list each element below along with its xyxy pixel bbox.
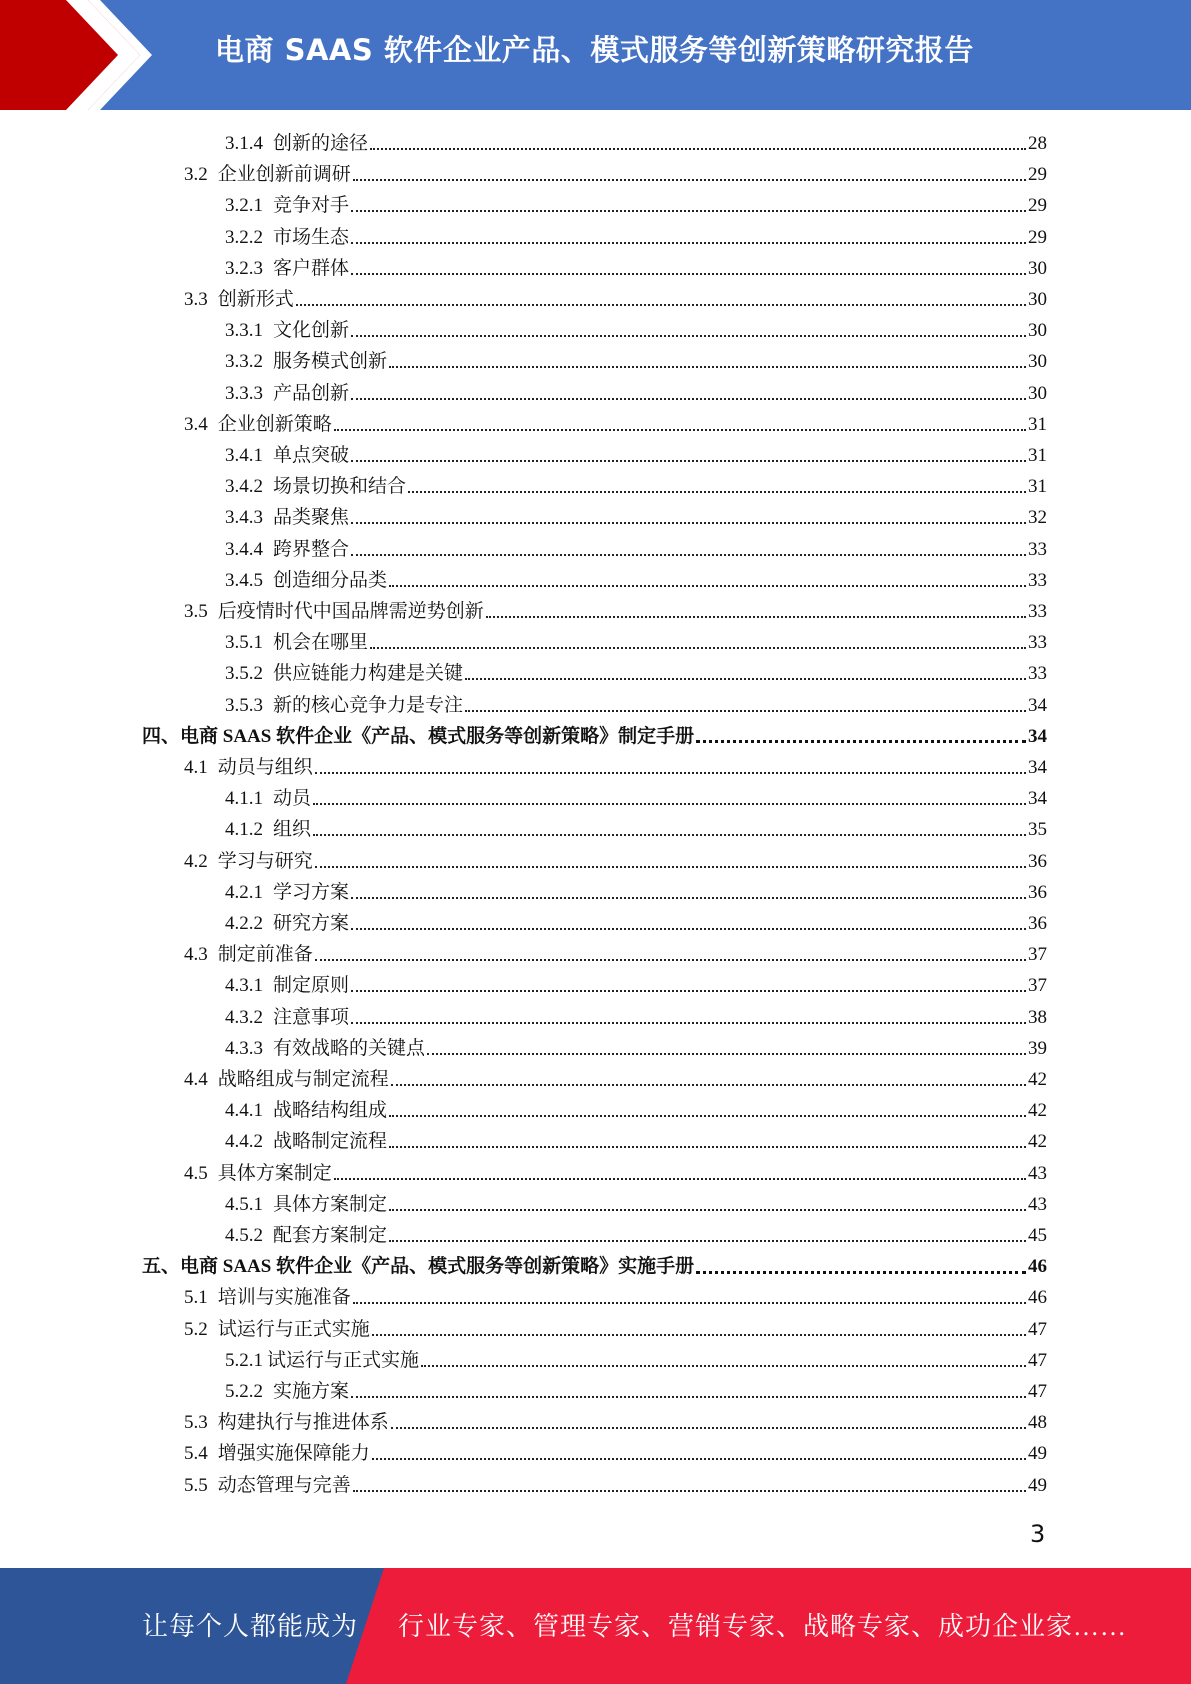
toc-entry-number: 4.3.3 xyxy=(225,1037,263,1059)
toc-dot-leader xyxy=(465,709,1026,712)
toc-entry-title: 试运行与正式实施 xyxy=(217,1318,370,1340)
toc-entry-number: 4.3.1 xyxy=(225,975,263,997)
toc-entry-page: 33 xyxy=(1028,663,1047,685)
toc-entry xyxy=(184,846,1047,877)
toc-entry-title: 企业创新策略 xyxy=(217,413,332,435)
toc-entry-title: 具体方案制定 xyxy=(273,1193,388,1215)
toc-entry-title: 服务模式创新 xyxy=(273,351,388,373)
toc-entry-title: 学习与研究 xyxy=(217,850,313,872)
toc-entry-title: 增强实施保障能力 xyxy=(217,1443,370,1465)
toc-entry-number: 5.2.1 xyxy=(225,1349,263,1371)
toc-entry-number: 3.5.3 xyxy=(225,694,263,716)
toc-entry-title: 动员 xyxy=(273,788,312,810)
toc-entry xyxy=(184,1438,1047,1469)
toc-entry-number: 3.2.2 xyxy=(225,226,263,248)
toc-entry-title: 动员与组织 xyxy=(217,757,313,778)
toc-entry-page: 34 xyxy=(1028,694,1047,716)
toc-entry xyxy=(225,1095,1047,1126)
toc-entry-number: 4.1.1 xyxy=(225,788,263,810)
toc-entry xyxy=(184,939,1047,970)
toc-entry-page: 47 xyxy=(1028,1381,1047,1402)
toc-entry xyxy=(225,128,1047,159)
toc-dot-leader xyxy=(353,1489,1026,1492)
toc-entry-page: 47 xyxy=(1028,1318,1047,1340)
toc-dot-leader xyxy=(351,521,1026,524)
toc-entry xyxy=(225,627,1047,658)
toc-entry xyxy=(225,908,1047,939)
toc-entry-page: 37 xyxy=(1028,944,1047,966)
toc-entry-page: 33 xyxy=(1028,632,1047,654)
toc-entry-title: 制定原则 xyxy=(273,975,350,997)
toc-entry xyxy=(225,814,1047,845)
toc-entry-number: 4.4 xyxy=(184,1069,208,1090)
toc-dot-leader xyxy=(351,209,1026,212)
toc-entry-number: 5.4 xyxy=(184,1443,208,1465)
toc-dot-leader xyxy=(313,802,1026,805)
toc-entry xyxy=(225,315,1047,346)
toc-entry xyxy=(225,190,1047,221)
page-footer xyxy=(0,1568,1191,1684)
toc-entry xyxy=(184,752,1047,783)
toc-entry xyxy=(225,690,1047,721)
toc-entry xyxy=(225,1376,1047,1407)
toc-dot-leader xyxy=(334,428,1026,431)
toc-entry-page: 48 xyxy=(1028,1412,1047,1434)
toc-entry-page: 31 xyxy=(1028,445,1047,466)
toc-entry-title: 配套方案制定 xyxy=(273,1225,388,1246)
toc-entry-number: 5.3 xyxy=(184,1412,208,1434)
toc-entry-page: 29 xyxy=(1028,164,1047,186)
toc-entry-number: 4.1.2 xyxy=(225,819,263,841)
toc-dot-leader xyxy=(370,646,1026,649)
toc-entry xyxy=(184,1314,1047,1345)
toc-entry-page: 36 xyxy=(1028,913,1047,934)
toc-entry-title: 战略制定流程 xyxy=(273,1131,388,1153)
toc-entry-title: 制定前准备 xyxy=(217,944,313,966)
toc-entry xyxy=(184,409,1047,440)
toc-entry-title: 单点突破 xyxy=(273,445,350,466)
footer-slogan-right: 行业专家、管理专家、营销专家、战略专家、成功企业家…… xyxy=(398,1612,1128,1641)
toc-entry xyxy=(225,534,1047,565)
toc-entry-page: 36 xyxy=(1028,850,1047,872)
toc-dot-leader xyxy=(313,833,1026,836)
toc-entry xyxy=(225,1002,1047,1033)
toc-entry-title: 创造细分品类 xyxy=(273,569,388,591)
toc-entry-title: 试运行与正式实施 xyxy=(267,1349,420,1371)
toc-entry xyxy=(225,1189,1047,1220)
toc-dot-leader xyxy=(351,927,1026,930)
toc-entry-title: 企业创新前调研 xyxy=(217,164,351,186)
toc-entry-page: 34 xyxy=(1028,725,1047,747)
toc-entry-title: 具体方案制定 xyxy=(217,1162,332,1184)
toc-entry-page: 30 xyxy=(1028,289,1047,310)
toc-dot-leader xyxy=(389,584,1026,587)
page-number: 3 xyxy=(1030,1520,1046,1548)
toc-entry-number: 3.3.3 xyxy=(225,382,263,404)
toc-entry-title: 品类聚焦 xyxy=(273,507,350,529)
toc-dot-leader xyxy=(391,1083,1026,1086)
toc-dot-leader xyxy=(370,147,1026,150)
toc-entry xyxy=(142,1251,1047,1282)
toc-entry-page: 30 xyxy=(1028,257,1047,279)
toc-entry xyxy=(225,1345,1047,1376)
toc-dot-leader xyxy=(351,1021,1026,1024)
toc-dot-leader xyxy=(351,553,1026,556)
toc-dot-leader xyxy=(372,1333,1026,1336)
toc-entry-page: 49 xyxy=(1028,1474,1047,1496)
toc-dot-leader xyxy=(389,1239,1026,1242)
toc-entry-number: 4.1 xyxy=(184,757,208,778)
toc-entry-page: 38 xyxy=(1028,1006,1047,1028)
toc-entry-title: 学习方案 xyxy=(273,881,350,903)
toc-entry-page: 30 xyxy=(1028,320,1047,342)
toc-entry xyxy=(225,253,1047,284)
toc-entry-page: 32 xyxy=(1028,507,1047,529)
toc-entry xyxy=(184,1064,1047,1095)
toc-entry-number: 3.1.4 xyxy=(225,133,263,154)
toc-entry-page: 33 xyxy=(1028,601,1047,622)
toc-entry xyxy=(225,877,1047,908)
toc-dot-leader xyxy=(296,303,1026,306)
toc-entry-title: 客户群体 xyxy=(273,257,350,279)
toc-dot-leader xyxy=(391,1426,1026,1429)
toc-entry-page: 35 xyxy=(1028,819,1047,841)
toc-entry-title: 实施方案 xyxy=(273,1381,350,1402)
toc-entry-page: 42 xyxy=(1028,1100,1047,1122)
toc-entry-number: 3.4 xyxy=(184,413,208,435)
toc-entry-page: 28 xyxy=(1028,133,1047,154)
toc-entry xyxy=(225,502,1047,533)
toc-dot-leader xyxy=(351,459,1026,462)
toc-entry-number: 4.2.2 xyxy=(225,913,263,934)
toc-entry-page: 39 xyxy=(1028,1037,1047,1059)
toc-entry-title: 创新形式 xyxy=(217,289,294,310)
toc-entry-title: 后疫情时代中国品牌需逆势创新 xyxy=(217,601,484,622)
toc-entry-number: 4.4.1 xyxy=(225,1100,263,1122)
toc-entry-page: 31 xyxy=(1028,476,1047,498)
toc-dot-leader xyxy=(389,1208,1026,1211)
toc-entry-title: 市场生态 xyxy=(273,226,350,248)
toc-entry-title: 研究方案 xyxy=(273,913,350,934)
toc-dot-leader xyxy=(351,334,1026,337)
toc-entry-number: 4.2 xyxy=(184,850,208,872)
toc-dot-leader xyxy=(389,365,1026,368)
toc-entry-number: 3.2.1 xyxy=(225,195,263,217)
toc-entry xyxy=(225,565,1047,596)
toc-entry-title: 四、电商 SAAS 软件企业《产品、模式服务等创新策略》制定手册 xyxy=(142,725,695,747)
toc-entry-number: 4.4.2 xyxy=(225,1131,263,1153)
toc-entry xyxy=(225,378,1047,409)
toc-entry-number: 3.3.1 xyxy=(225,320,263,342)
toc-entry-number: 3.4.3 xyxy=(225,507,263,529)
toc-entry-number: 4.3 xyxy=(184,944,208,966)
toc-entry-page: 46 xyxy=(1028,1287,1047,1309)
toc-entry-page: 36 xyxy=(1028,881,1047,903)
toc-entry xyxy=(225,783,1047,814)
toc-entry-number: 5.2 xyxy=(184,1318,208,1340)
toc-entry-page: 37 xyxy=(1028,975,1047,997)
toc-entry-title: 文化创新 xyxy=(273,320,350,342)
toc-dot-leader xyxy=(315,958,1026,961)
toc-entry-number: 3.5.1 xyxy=(225,632,263,654)
toc-entry-title: 供应链能力构建是关键 xyxy=(273,663,464,685)
toc-entry-number: 3.4.1 xyxy=(225,445,263,466)
toc-dot-leader xyxy=(353,1301,1026,1304)
toc-entry xyxy=(184,284,1047,315)
toc-entry-title: 跨界整合 xyxy=(273,538,350,560)
toc-entry-number: 4.3.2 xyxy=(225,1006,263,1028)
toc-entry-number: 3.3.2 xyxy=(225,351,263,373)
toc-entry-title: 新的核心竞争力是专注 xyxy=(273,694,464,716)
toc-entry-title: 战略组成与制定流程 xyxy=(217,1069,389,1090)
toc-dot-leader xyxy=(353,178,1026,181)
toc-entry xyxy=(225,222,1047,253)
toc-entry-number: 3.4.2 xyxy=(225,476,263,498)
toc-entry-page: 29 xyxy=(1028,226,1047,248)
toc-entry-title: 创新的途径 xyxy=(273,133,369,154)
toc-entry-number: 5.5 xyxy=(184,1474,208,1496)
toc-entry-title: 动态管理与完善 xyxy=(217,1474,351,1496)
toc-entry xyxy=(225,346,1047,377)
toc-entry xyxy=(225,440,1047,471)
toc-entry-number: 5.1 xyxy=(184,1287,208,1309)
toc-entry-number: 3.2.3 xyxy=(225,257,263,279)
toc-dot-leader xyxy=(334,1177,1026,1180)
toc-entry xyxy=(225,471,1047,502)
toc-entry-page: 46 xyxy=(1028,1256,1047,1278)
toc-dot-leader xyxy=(696,739,1026,743)
toc-entry-page: 29 xyxy=(1028,195,1047,217)
toc-entry-title: 产品创新 xyxy=(273,382,350,404)
toc-dot-leader xyxy=(351,241,1026,244)
toc-entry-number: 3.4.5 xyxy=(225,569,263,591)
toc-entry-page: 43 xyxy=(1028,1193,1047,1215)
toc-entry xyxy=(184,596,1047,627)
toc-dot-leader xyxy=(421,1364,1026,1367)
toc-dot-leader xyxy=(389,1145,1026,1148)
toc-entry-page: 30 xyxy=(1028,382,1047,404)
toc-entry xyxy=(225,658,1047,689)
toc-entry-title: 有效战略的关键点 xyxy=(273,1037,426,1059)
toc-entry-page: 34 xyxy=(1028,788,1047,810)
footer-slogan-left: 让每个人都能成为 xyxy=(142,1612,359,1641)
toc-entry xyxy=(225,970,1047,1001)
toc-entry-page: 47 xyxy=(1028,1349,1047,1371)
toc-dot-leader xyxy=(408,490,1026,493)
toc-entry-title: 构建执行与推进体系 xyxy=(217,1412,389,1434)
toc-dot-leader xyxy=(372,1457,1026,1460)
toc-entry-title: 组织 xyxy=(273,819,312,841)
toc-dot-leader xyxy=(315,771,1026,774)
toc-entry-page: 33 xyxy=(1028,569,1047,591)
toc-entry-number: 4.5.2 xyxy=(225,1225,263,1246)
toc-entry-number: 4.2.1 xyxy=(225,881,263,903)
toc-entry xyxy=(225,1220,1047,1251)
toc-dot-leader xyxy=(351,1395,1026,1398)
header-arrow-decoration xyxy=(0,0,200,110)
toc-entry-page: 42 xyxy=(1028,1131,1047,1153)
toc-entry-page: 31 xyxy=(1028,413,1047,435)
toc-dot-leader xyxy=(696,1270,1026,1274)
toc-entry-number: 3.4.4 xyxy=(225,538,263,560)
toc-entry-number: 3.2 xyxy=(184,164,208,186)
toc-dot-leader xyxy=(351,272,1026,275)
toc-entry xyxy=(184,1470,1047,1501)
toc-entry-number: 4.5 xyxy=(184,1162,208,1184)
toc-entry xyxy=(142,721,1047,752)
toc-dot-leader xyxy=(351,397,1026,400)
toc-entry-title: 战略结构组成 xyxy=(273,1100,388,1122)
toc-entry-title: 五、电商 SAAS 软件企业《产品、模式服务等创新策略》实施手册 xyxy=(142,1256,695,1278)
toc-entry-page: 45 xyxy=(1028,1225,1047,1246)
toc-entry xyxy=(184,1407,1047,1438)
toc-entry-title: 注意事项 xyxy=(273,1006,350,1028)
toc-dot-leader xyxy=(465,677,1026,680)
toc-dot-leader xyxy=(315,865,1026,868)
page-header xyxy=(0,0,1191,110)
toc-entry-number: 3.5.2 xyxy=(225,663,263,685)
toc-entry-page: 30 xyxy=(1028,351,1047,373)
toc-entry xyxy=(225,1033,1047,1064)
toc-entry-title: 培训与实施准备 xyxy=(217,1287,351,1309)
toc-dot-leader xyxy=(486,615,1026,618)
toc-entry-title: 竞争对手 xyxy=(273,195,350,217)
toc-entry-number: 4.5.1 xyxy=(225,1193,263,1215)
toc-dot-leader xyxy=(351,896,1026,899)
toc-entry-page: 34 xyxy=(1028,757,1047,778)
toc-entry-page: 49 xyxy=(1028,1443,1047,1465)
toc-entry xyxy=(225,1126,1047,1157)
toc-dot-leader xyxy=(351,989,1026,992)
toc-entry-title: 场景切换和结合 xyxy=(273,476,407,498)
toc-entry xyxy=(184,1282,1047,1313)
report-title: 电商 SAAS 软件企业产品、模式服务等创新策略研究报告 xyxy=(215,33,974,67)
toc-dot-leader xyxy=(427,1052,1026,1055)
toc-entry-page: 43 xyxy=(1028,1162,1047,1184)
toc-entry xyxy=(184,1158,1047,1189)
toc-entry xyxy=(184,159,1047,190)
toc-entry-page: 33 xyxy=(1028,538,1047,560)
toc-entry-title: 机会在哪里 xyxy=(273,632,369,654)
toc-entry-number: 3.3 xyxy=(184,289,208,310)
toc-entry-number: 5.2.2 xyxy=(225,1381,263,1402)
toc-entry-number: 3.5 xyxy=(184,601,208,622)
toc-entry-page: 42 xyxy=(1028,1069,1047,1090)
toc-dot-leader xyxy=(389,1114,1026,1117)
